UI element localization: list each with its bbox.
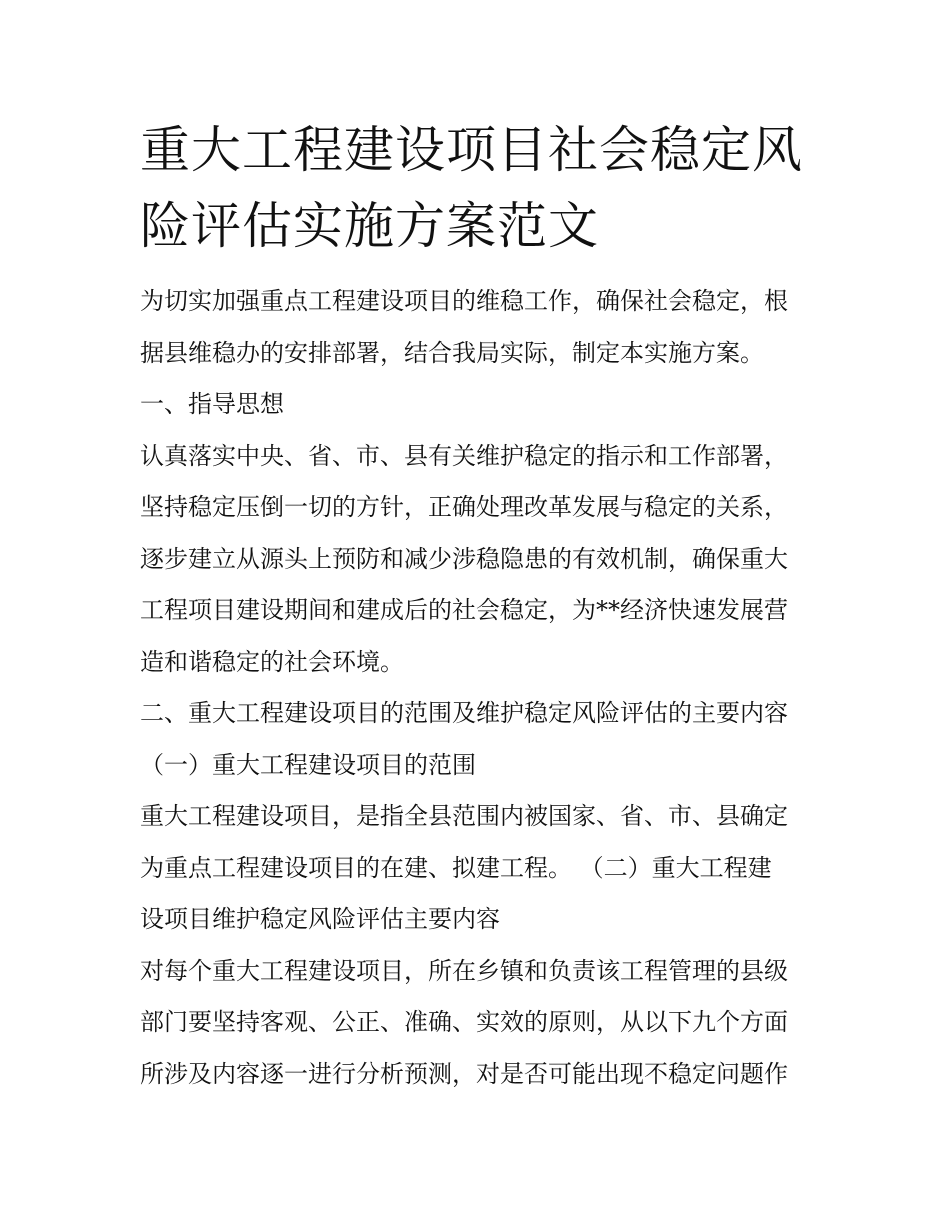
document-title: [140, 112, 820, 264]
document-body: [140, 276, 820, 1100]
content-line-1: 对每个重大工程建设项目，所在乡镇和负责该工程管理的县级: [140, 956, 788, 985]
content-line-3: 所涉及内容逐一进行分析预测，对是否可能出现不稳定问题作: [140, 1059, 788, 1088]
guiding-thought-line-2: 坚持稳定压倒一切的方针，正确处理改革发展与稳定的关系，: [140, 493, 788, 521]
subsection-heading-scope: （一）重大工程建设项目的范围: [140, 750, 476, 779]
guiding-thought-line-4: 工程项目建设期间和建成后的社会稳定，为**经济快速发展营: [140, 596, 788, 624]
title-line-1: 重大工程建设项目社会稳定风: [140, 121, 803, 179]
guiding-thought-line-1: 认真落实中央、省、市、县有关维护稳定的指示和工作部署，: [140, 441, 788, 470]
intro-line-2: 据县维稳办的安排部署，结合我局实际，制定本实施方案。: [140, 338, 764, 367]
title-line-2: 险评估实施方案范文: [140, 197, 599, 255]
intro-line-1: 为切实加强重点工程建设项目的维稳工作，确保社会稳定，根: [140, 287, 788, 315]
content-line-2: 部门要坚持客观、公正、准确、实效的原则，从以下九个方面: [140, 1008, 788, 1036]
scope-line-1: 重大工程建设项目，是指全县范围内被国家、省、市、县确定: [140, 802, 788, 830]
section-heading-guiding-thought: 一、指导思想: [140, 390, 284, 418]
section-heading-scope-and-content: 二、重大工程建设项目的范围及维护稳定风险评估的主要内容: [140, 699, 788, 727]
guiding-thought-line-5: 造和谐稳定的社会环境。: [140, 647, 404, 676]
guiding-thought-line-3: 逐步建立从源头上预防和减少涉稳隐患的有效机制，确保重大: [140, 544, 788, 573]
scope-line-2: 为重点工程建设项目的在建、拟建工程。 （二）重大工程建: [140, 853, 772, 882]
subsection-heading-content: 设项目维护稳定风险评估主要内容: [140, 905, 500, 933]
